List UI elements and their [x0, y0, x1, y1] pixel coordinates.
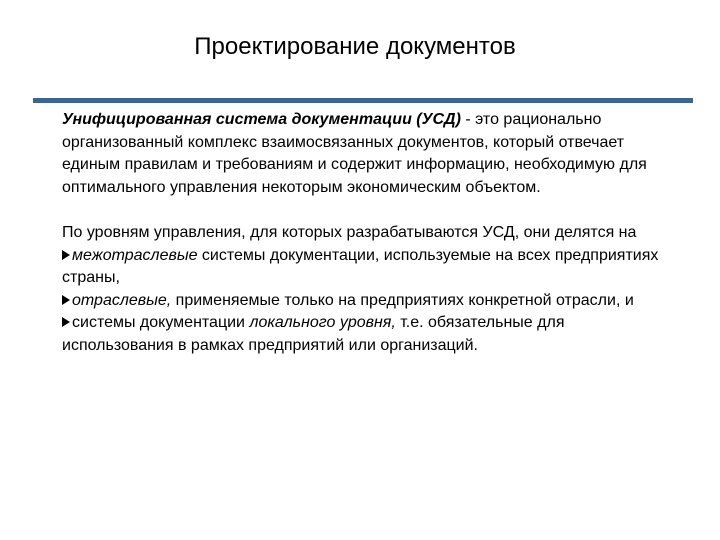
arrow-bullet-icon: [62, 250, 70, 260]
arrow-bullet-icon: [62, 317, 70, 327]
slide-title: Проектирование документов: [194, 33, 516, 60]
bullet-text: т.е. обязательные для использования в рамках предприятий или организаций.: [62, 314, 565, 354]
definition-paragraph: [62, 109, 662, 199]
bullet-prefix: системы документации: [72, 314, 250, 331]
title-divider: [33, 98, 693, 103]
bullet-emphasis: локального уровня,: [249, 314, 396, 331]
bullet-emphasis: отраслевые,: [72, 291, 172, 309]
arrow-bullet-icon: [62, 295, 70, 305]
slide-content: [62, 109, 662, 357]
bullet-emphasis: межотраслевые: [72, 246, 198, 264]
definition-text: - это рациональнo организованный комплекс взаимосвязанных документов, который отвечает единым правилам и требованиям и содержит информацию, необходимую для оптимального управления некоторым экономическим объектом.: [62, 111, 647, 196]
bullet-item-1: [62, 245, 662, 290]
definition-term: Унифицированная система документации (УСД): [62, 111, 461, 128]
intro-paragraph: По уровням управления, для которых разрабатываются УСД, они делятся на: [62, 224, 637, 241]
bullet-item-3: [62, 312, 662, 357]
bullet-text: применяемые только на предприятиях конкретной отрасли, и: [171, 291, 634, 309]
bullet-text: системы документации, используемые на всех предприятиях страны,: [62, 246, 659, 286]
bullet-item-2: [62, 290, 662, 313]
